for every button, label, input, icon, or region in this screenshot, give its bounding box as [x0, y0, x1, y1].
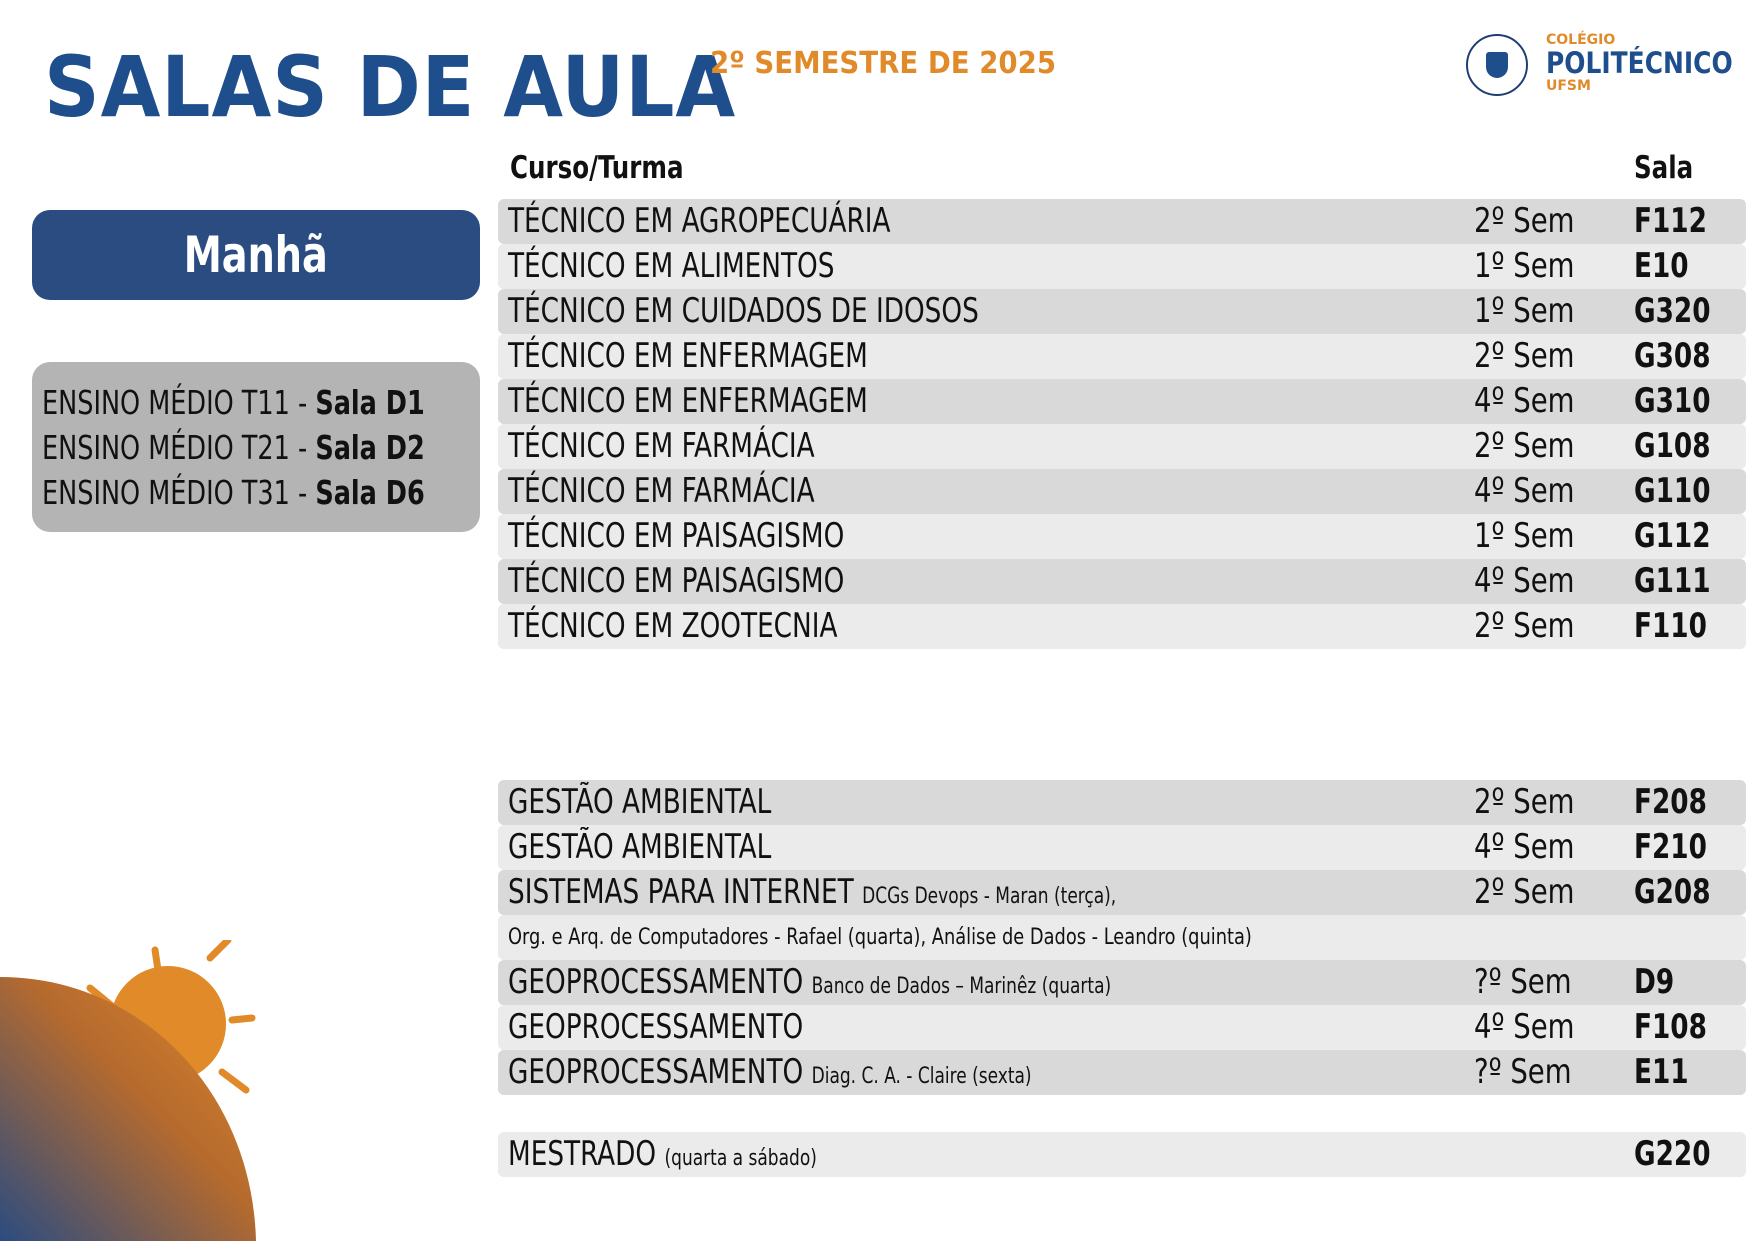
table-row [498, 825, 1746, 870]
table-row [498, 870, 1746, 915]
shift-label: Manhã [183, 226, 329, 284]
table-row [498, 379, 1746, 424]
semester: 4º Sem [1474, 471, 1575, 511]
room-code: F110 [1634, 606, 1707, 646]
superiores-table [498, 780, 1746, 1095]
ensino-room: Sala D1 [315, 383, 425, 422]
ensino-room: Sala D2 [315, 428, 425, 467]
ensino-medio-line [42, 470, 425, 515]
room-code: G320 [1634, 291, 1711, 331]
semester: 4º Sem [1474, 1007, 1575, 1047]
table-row [498, 1132, 1746, 1177]
sun-icon [0, 940, 270, 1241]
course-name: TÉCNICO EM FARMÁCIA [508, 471, 815, 511]
semester: 2º Sem [1474, 782, 1575, 822]
shift-badge [32, 210, 480, 300]
course-title: MESTRADO [508, 1134, 657, 1174]
ensino-label: ENSINO MÉDIO T21 - [42, 428, 316, 467]
room-code: E10 [1634, 246, 1689, 286]
table-row [498, 199, 1746, 244]
course-name: TÉCNICO EM PAISAGISMO [508, 516, 845, 556]
room-code: G220 [1634, 1134, 1711, 1174]
table-row [498, 604, 1746, 649]
ensino-medio-line [42, 425, 425, 470]
room-code: E11 [1634, 1052, 1689, 1092]
table-row [498, 960, 1746, 1005]
sun-graphic [0, 940, 270, 1241]
table-row [498, 244, 1746, 289]
semester: 2º Sem [1474, 336, 1575, 376]
table-row [498, 780, 1746, 825]
room-code: F108 [1634, 1007, 1707, 1047]
column-header-room: Sala [1634, 150, 1694, 186]
semester: 1º Sem [1474, 516, 1575, 556]
semester: 1º Sem [1474, 246, 1575, 286]
column-header-course: Curso/Turma [510, 150, 684, 186]
semester: 2º Sem [1474, 606, 1575, 646]
room-code: G208 [1634, 872, 1711, 912]
room-code: F112 [1634, 201, 1707, 241]
table-row [498, 289, 1746, 334]
semester: ?º Sem [1474, 1052, 1572, 1092]
course-title: GEOPROCESSAMENTO [508, 962, 804, 1002]
table-row [498, 334, 1746, 379]
semester: 1º Sem [1474, 291, 1575, 331]
table-row [498, 559, 1746, 604]
ensino-medio-line [42, 380, 425, 425]
ensino-label: ENSINO MÉDIO T31 - [42, 473, 316, 512]
table-row [498, 915, 1746, 960]
room-code: G108 [1634, 426, 1711, 466]
logo-line-2: POLITÉCNICO [1546, 46, 1733, 80]
page-subtitle: 2º SEMESTRE DE 2025 [710, 46, 1057, 81]
semester: 4º Sem [1474, 827, 1575, 867]
course-detail: (quarta a sábado) [664, 1146, 817, 1171]
course-title: SISTEMAS PARA INTERNET [508, 872, 854, 912]
course-detail: Diag. C. A. - Claire (sexta) [811, 1064, 1032, 1089]
room-code: G111 [1634, 561, 1711, 601]
course-note: Org. e Arq. de Computadores - Rafael (quarta), Análise de Dados - Leandro (quinta) [508, 925, 1252, 950]
table-row [498, 1005, 1746, 1050]
course-name: GEOPROCESSAMENTO [508, 1007, 804, 1047]
semester: 2º Sem [1474, 872, 1575, 912]
room-code: G310 [1634, 381, 1711, 421]
course-name [508, 870, 1116, 919]
course-detail: DCGs Devops - Maran (terça), [862, 884, 1117, 909]
table-row [498, 469, 1746, 514]
course-name [508, 1132, 817, 1181]
course-name: TÉCNICO EM CUIDADOS DE IDOSOS [508, 291, 979, 331]
course-title: GEOPROCESSAMENTO [508, 1052, 804, 1092]
course-name: GESTÃO AMBIENTAL [508, 827, 772, 867]
semester: 2º Sem [1474, 426, 1575, 466]
logo [1466, 32, 1746, 100]
course-name: TÉCNICO EM ENFERMAGEM [508, 336, 868, 376]
course-name: TÉCNICO EM PAISAGISMO [508, 561, 845, 601]
room-code: G112 [1634, 516, 1711, 556]
table-row [498, 424, 1746, 469]
room-code: F208 [1634, 782, 1707, 822]
logo-text [1546, 32, 1754, 94]
course-name [508, 960, 1111, 1009]
logo-line-3: UFSM [1546, 78, 1591, 94]
table-row [498, 514, 1746, 559]
ensino-medio-box [32, 362, 480, 532]
logo-line-1: COLÉGIO [1546, 32, 1616, 48]
semester: ?º Sem [1474, 962, 1572, 1002]
room-code: G308 [1634, 336, 1711, 376]
page-title: SALAS DE AULA [44, 38, 737, 136]
ensino-label: ENSINO MÉDIO T11 - [42, 383, 316, 422]
course-name: TÉCNICO EM ZOOTECNIA [508, 606, 838, 646]
course-detail: Banco de Dados – Marinêz (quarta) [811, 974, 1112, 999]
semester: 4º Sem [1474, 381, 1575, 421]
room-code: F210 [1634, 827, 1707, 867]
course-name: TÉCNICO EM ALIMENTOS [508, 246, 835, 286]
room-code: G110 [1634, 471, 1711, 511]
mestrado-table [498, 1132, 1746, 1177]
ensino-room: Sala D6 [315, 473, 425, 512]
course-name: TÉCNICO EM ENFERMAGEM [508, 381, 868, 421]
course-name: GESTÃO AMBIENTAL [508, 782, 772, 822]
tecnicos-table [498, 199, 1746, 649]
course-name: TÉCNICO EM AGROPECUÁRIA [508, 201, 891, 241]
table-row [498, 1050, 1746, 1095]
ufsm-seal-icon [1466, 34, 1528, 96]
course-name [508, 1050, 1032, 1099]
room-code: D9 [1634, 962, 1675, 1002]
semester: 2º Sem [1474, 201, 1575, 241]
course-name: TÉCNICO EM FARMÁCIA [508, 426, 815, 466]
semester: 4º Sem [1474, 561, 1575, 601]
